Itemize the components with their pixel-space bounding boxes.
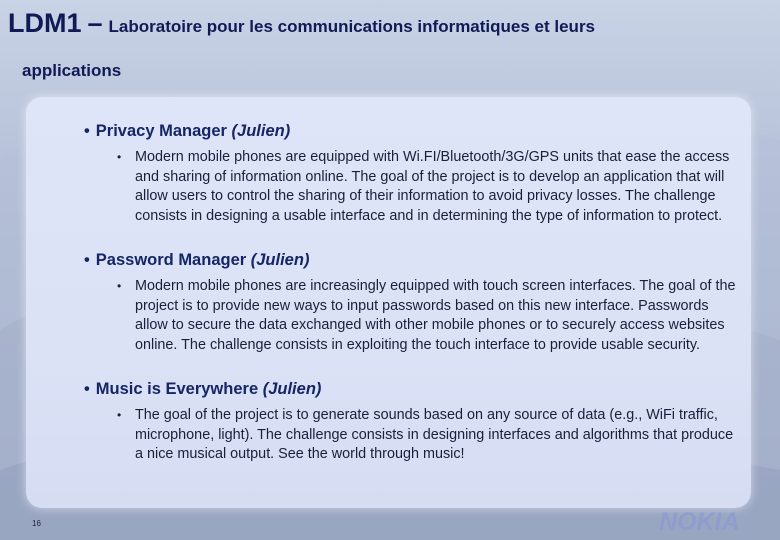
sub-bullet-icon: • <box>117 150 122 164</box>
description-text: Modern mobile phones are equipped with Wi.FI/Bluetooth/3G/GPS units that ease the access and sharing of information online. The goal of the project is to develop an application that will allow users to control the sharing of their information to avoid privacy losses. The challenge consists in designing a usable interface and in determining the type of information to protect. <box>135 149 730 224</box>
topic-title: Privacy Manager <box>95 122 227 140</box>
nokia-logo: NOKIA <box>659 508 740 536</box>
topic-description <box>117 148 737 226</box>
title-dash: – <box>87 8 103 38</box>
bullet-icon: • <box>84 122 90 140</box>
bullet-icon: • <box>84 380 90 398</box>
topic-privacy-manager <box>84 122 290 141</box>
page-number: 16 <box>32 519 41 528</box>
topic-owner: (Julien) <box>231 122 291 140</box>
bullet-icon: • <box>84 251 90 269</box>
topic-title: Password Manager <box>95 251 247 269</box>
description-text: Modern mobile phones are increasingly equipped with touch screen interfaces. The goal of the project is to provide new ways to input passwords based on this new interface. Passwords allow to secure the data exchanged with other mobile phones or to securely access websites online. The challenge consists in exploiting the touch interface to provide usable security. <box>135 278 736 353</box>
description-text: The goal of the project is to generate sounds based on any source of data (e.g., WiFi traffic, microphone, light). The challenge consists in designing interfaces and algorithms that produce a nice musical output. See the world through music! <box>135 407 734 463</box>
sub-bullet-icon: • <box>117 279 122 293</box>
title-subtitle-line2: applications <box>22 61 122 80</box>
topic-description <box>117 406 737 465</box>
topic-description <box>117 277 737 355</box>
title-main: LDM1 <box>8 8 82 38</box>
topic-owner: (Julien) <box>250 251 310 269</box>
slide-title <box>8 8 595 39</box>
title-subtitle-line1: Laboratoire pour les communications informatiques et leurs <box>108 17 596 36</box>
sub-bullet-icon: • <box>117 408 122 422</box>
topic-password-manager <box>84 251 309 270</box>
topic-music-everywhere <box>84 380 321 399</box>
topic-title: Music is Everywhere <box>95 380 259 398</box>
topic-owner: (Julien) <box>262 380 322 398</box>
